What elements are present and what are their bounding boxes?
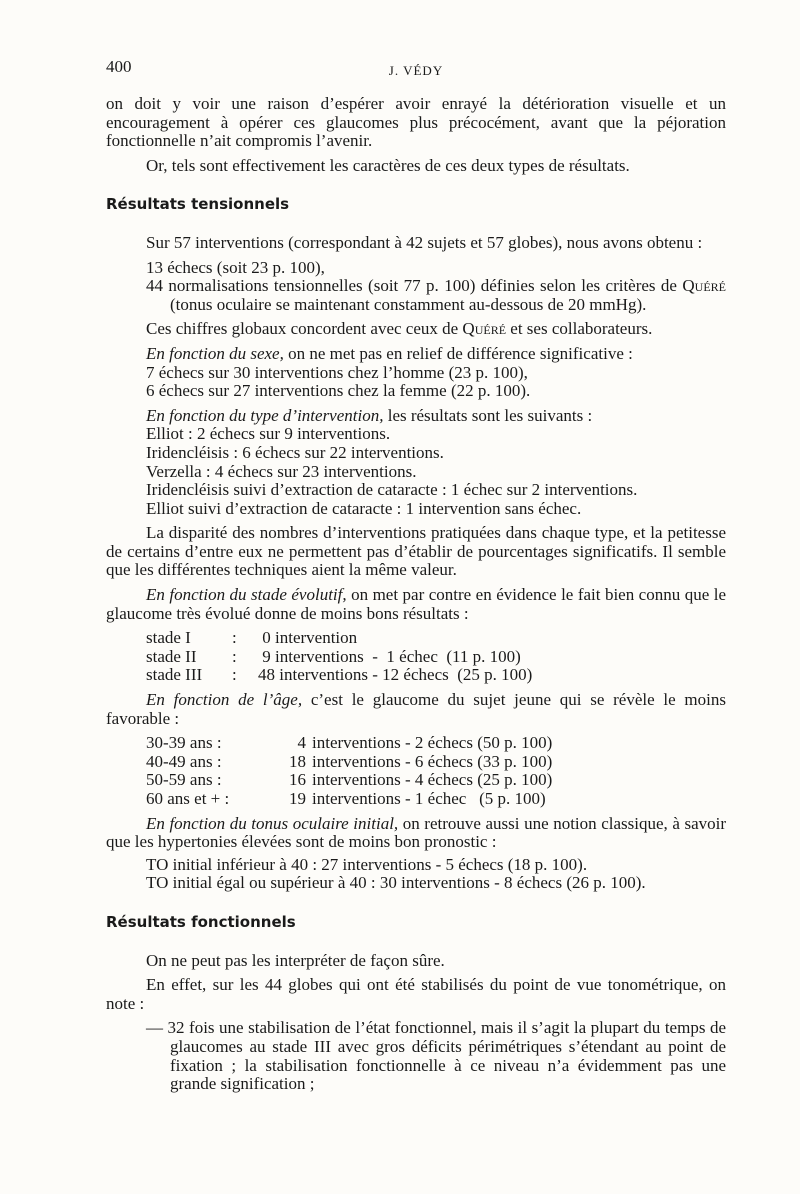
table-row: 50-59 ans : 16 interventions - 4 échecs (25 p. 100) xyxy=(146,770,553,790)
page-header xyxy=(106,58,726,80)
result-item-normalisations: 44 normalisations tensionnelles (soit 77 p. 100) définies selon les critères de Quéré (tonus oculaire se maintenant constamment au-dessous de 20 mmHg). xyxy=(146,276,726,314)
type-line: Elliot : 2 échecs sur 9 interventions. xyxy=(146,424,391,444)
sexe-line-homme: 7 échecs sur 30 interventions chez l’homme (23 p. 100), xyxy=(146,362,528,382)
running-head: J. VÉDY xyxy=(388,63,444,78)
sexe-paragraph: En fonction du sexe, on ne met pas en relief de différence significative : xyxy=(146,343,633,363)
fonctionnels-paragraph: En effet, sur les 44 globes qui ont été stabilisés du point de vue tonométrique, on note : xyxy=(106,975,726,1013)
stade-paragraph: En fonction du stade évolutif, on met par contre en évidence le fait bien connu que le glaucome très évolué donne de moins bons résultats : xyxy=(106,585,726,623)
tension-intro: Sur 57 interventions (correspondant à 42 sujets et 57 globes), nous avons obtenu : xyxy=(146,232,703,252)
stade-table xyxy=(146,629,532,685)
type-paragraph: En fonction du type d’intervention, les résultats sont les suivants : xyxy=(146,405,593,425)
global-figures-paragraph: Ces chiffres globaux concordent avec ceux de Quéré et ses collaborateurs. xyxy=(146,319,653,339)
page-body xyxy=(106,95,726,1094)
type-line: Elliot suivi d’extraction de cataracte : 1 intervention sans échec. xyxy=(146,498,582,518)
table-row: stade I : 0 intervention xyxy=(146,628,358,648)
table-row: 40-49 ans : 18 interventions - 6 échecs (33 p. 100) xyxy=(146,751,553,771)
result-item-echecs: 13 échecs (soit 23 p. 100), xyxy=(146,257,325,277)
table-row: 60 ans et + : 19 interventions - 1 échec (5 p. 100) xyxy=(146,789,546,808)
type-line: Verzella : 4 échecs sur 23 interventions. xyxy=(146,461,417,481)
section-heading-tensionnels: Résultats tensionnels xyxy=(106,195,290,214)
tonus-line-superieur: TO initial égal ou supérieur à 40 : 30 interventions - 8 échecs (26 p. 100). xyxy=(146,873,646,893)
tonus-paragraph: En fonction du tonus oculaire initial, on retrouve aussi une notion classique, à savoir que les hypertonies élevées sont de moins bon pronostic : xyxy=(106,813,726,852)
sexe-line-femme: 6 échecs sur 27 interventions chez la femme (22 p. 100). xyxy=(146,381,531,401)
fonctionnels-intro: On ne peut pas les interpréter de façon sûre. xyxy=(146,950,445,970)
age-paragraph: En fonction de l’âge, c’est le glaucome du sujet jeune qui se révèle le moins favorable : xyxy=(106,690,726,728)
age-table xyxy=(146,734,552,808)
intro-conclusion: Or, tels sont effectivement les caractères de ces deux types de résultats. xyxy=(146,155,630,175)
tonus-line-inferieur: TO initial inférieur à 40 : 27 interventions - 5 échecs (18 p. 100). xyxy=(146,854,588,874)
page-number: 400 xyxy=(106,57,132,76)
disparite-paragraph: La disparité des nombres d’interventions pratiquées dans chaque type, et la petitesse de certains d’entre eux ne permettent pas d’établir de pourcentages significatifs. Il semble que les différentes techniques aient la même valeur. xyxy=(106,523,726,580)
type-line: Iridencléisis : 6 échecs sur 22 interventions. xyxy=(146,442,444,462)
section-heading-fonctionnels: Résultats fonctionnels xyxy=(106,912,296,931)
intro-paragraph: on doit y voir une raison d’espérer avoir enrayé la détérioration visuelle et un encouragement à opérer ces glaucomes plus précocément, avant que la péjoration fonctionnelle n’ait compromis l’avenir. xyxy=(106,94,726,151)
table-row: 30-39 ans : 4 interventions - 2 échecs (50 p. 100) xyxy=(146,733,553,753)
dash-item-stabilisation: — 32 fois une stabilisation de l’état fonctionnel, mais il s’agit la plupart du temps de glaucomes au stade III avec gros déficits périmétriques s’étendant au point de fixation ; la stabilisation fonctionnelle à ce niveau n’a évidemment pas une grande signification ; xyxy=(146,1018,726,1094)
table-row: stade III : 48 interventions - 12 échecs (25 p. 100) xyxy=(146,665,533,685)
table-row: stade II : 9 interventions - 1 échec (11 p. 100) xyxy=(146,646,521,666)
type-line: Iridencléisis suivi d’extraction de cataracte : 1 échec sur 2 interventions. xyxy=(146,480,638,500)
